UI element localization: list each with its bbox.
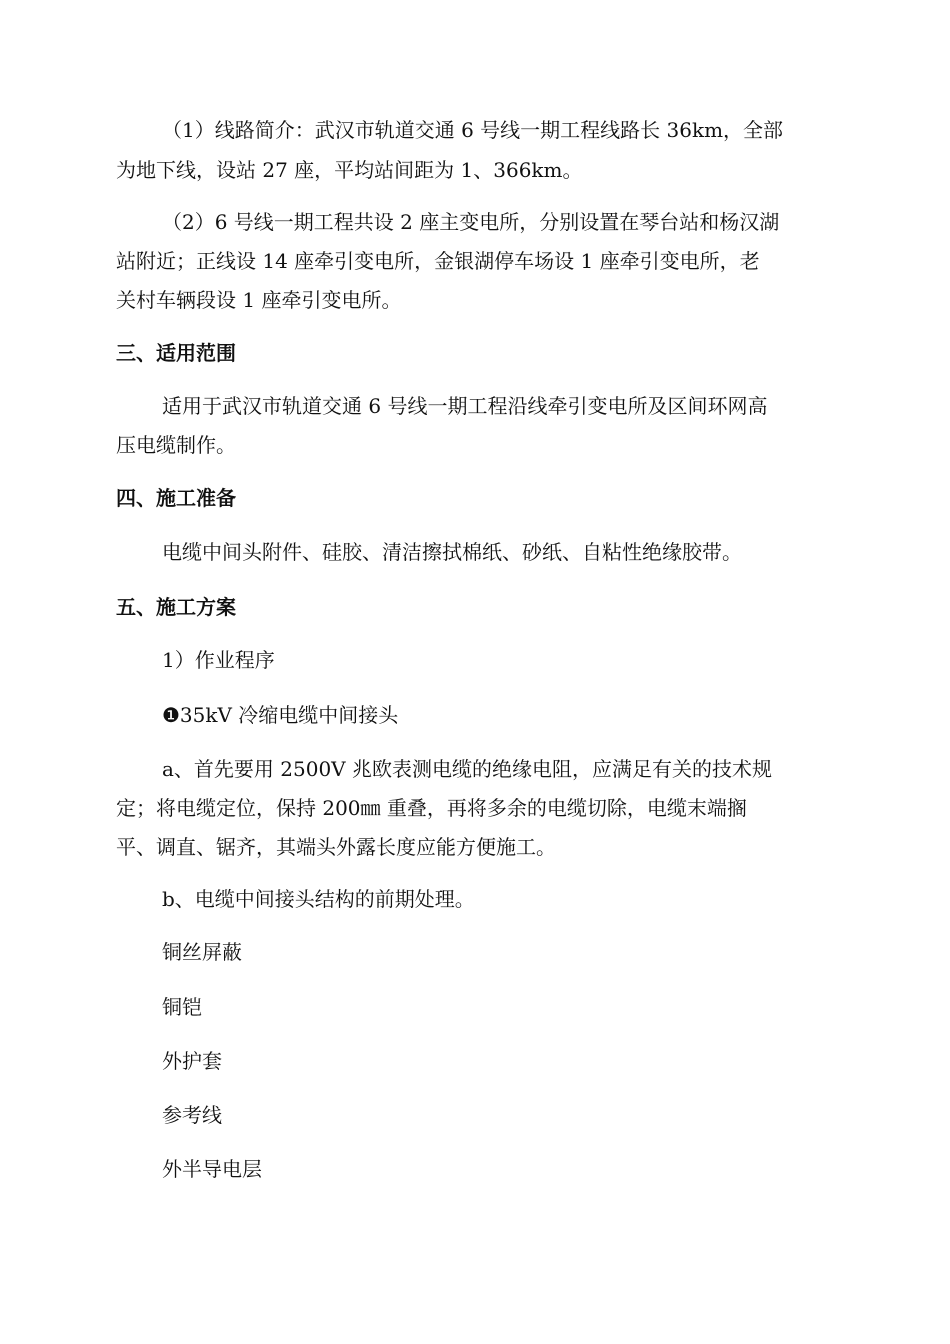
prep-text: 电缆中间头附件、硅胶、清洁擦拭棉纸、砂纸、自粘性绝缘胶带。	[162, 540, 742, 564]
intro-paragraph-1-line-2: 为地下线，设站 27 座，平均站间距为 1、366km。	[116, 158, 583, 182]
scope-text-line-1: 适用于武汉市轨道交通 6 号线一期工程沿线牵引变电所及区间环网高	[162, 394, 768, 418]
list-item: 参考线	[162, 1103, 222, 1127]
plan-a-line-1: a、首先要用 2500V 兆欧表测电缆的绝缘电阻，应满足有关的技术规	[162, 757, 772, 781]
intro-paragraph-2-line-2: 站附近；正线设 14 座牵引变电所，金银湖停车场设 1 座牵引变电所，老	[116, 249, 760, 273]
list-item: 外半导电层	[162, 1157, 262, 1181]
scope-heading: 三、适用范围	[116, 341, 236, 365]
intro-paragraph-1-line-1: （1）线路简介：武汉市轨道交通 6 号线一期工程线路长 36km，全部	[162, 118, 784, 142]
plan-item-1: ❶35kV 冷缩电缆中间接头	[162, 703, 399, 727]
plan-a-line-3: 平、调直、锯齐，其端头外露长度应能方便施工。	[116, 835, 556, 859]
plan-a-line-2: 定；将电缆定位，保持 200㎜ 重叠，再将多余的电缆切除，电缆末端搁	[116, 796, 747, 820]
list-item: 外护套	[162, 1049, 222, 1073]
list-item: 铜铠	[162, 995, 202, 1019]
list-item: 铜丝屏蔽	[162, 940, 242, 964]
plan-step-1: 1）作业程序	[162, 648, 275, 672]
intro-paragraph-2-line-1: （2）6 号线一期工程共设 2 座主变电所，分别设置在琴台站和杨汉湖	[162, 210, 780, 234]
intro-paragraph-2-line-3: 关村车辆段设 1 座牵引变电所。	[116, 288, 402, 312]
plan-b-line-1: b、电缆中间接头结构的前期处理。	[162, 887, 475, 911]
scope-text-line-2: 压电缆制作。	[116, 433, 236, 457]
prep-heading: 四、施工准备	[116, 486, 236, 510]
plan-heading: 五、施工方案	[116, 595, 236, 619]
